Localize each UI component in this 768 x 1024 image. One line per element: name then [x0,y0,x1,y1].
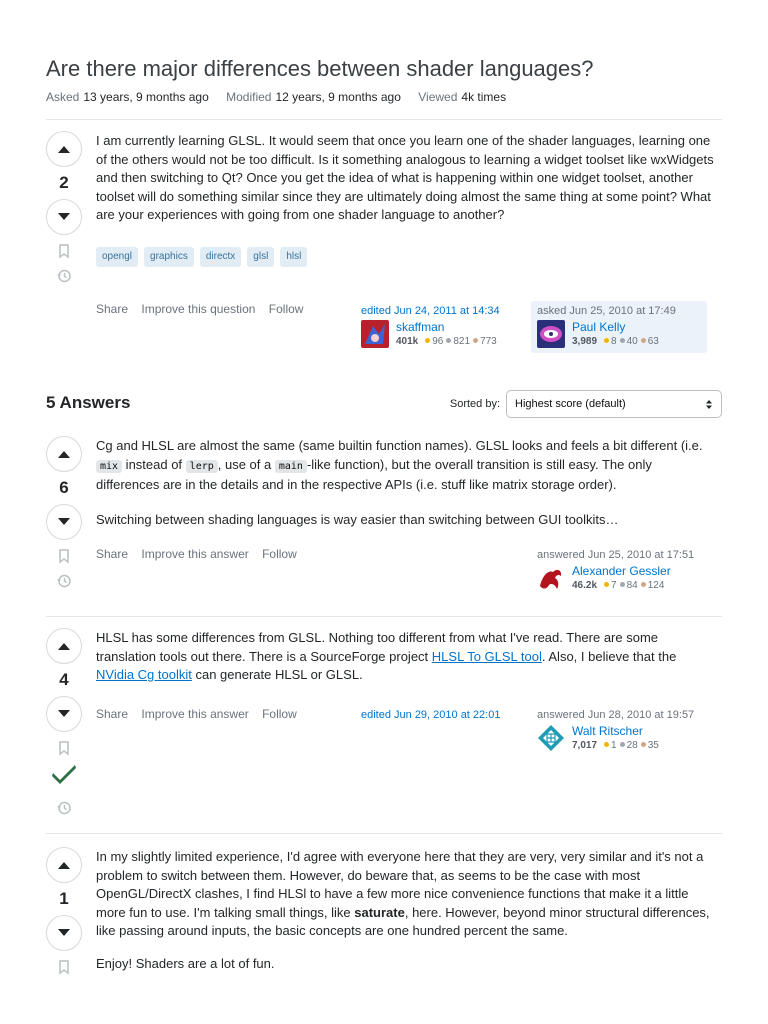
arrow-down-icon [57,709,71,719]
share-link[interactable]: Share [96,707,129,721]
downvote-button[interactable] [46,504,82,540]
editor-signature [355,705,531,728]
history-button[interactable] [56,267,72,285]
question-menu [96,302,313,316]
inline-code: lerp [186,460,218,473]
vote-count: 6 [59,478,69,497]
answered-time: answered Jun 25, 2010 at 17:51 [537,549,695,561]
tag-graphics[interactable]: graphics [144,247,194,267]
history-icon [56,573,72,589]
divider [46,119,722,120]
answer-paragraph: In my slightly limited experience, I'd agree with everyone here that they are very, very similar and it's not a problem to switch between them. However, do beware that, as seems to be the case with most OpenGL/DirectX clashes, I find HLSl to have a few more nice convenience functions that make it a little more fun to use. I'm talking small things, like saturate, here. However, beyond minor structural differences, like passing around inputs, the basic concepts are one hundred percent the same. [96,849,710,938]
sort-control [450,390,722,418]
avatar[interactable] [537,724,565,752]
bookmark-icon [56,959,72,975]
question-body [96,132,716,237]
vote-count: 4 [59,670,69,689]
improve-link[interactable]: Improve this question [141,302,256,316]
answers-count: 5 Answers [46,393,131,412]
bookmark-button[interactable] [56,242,72,260]
owner-name[interactable]: Paul Kelly [572,320,626,334]
question-meta [46,90,520,104]
avatar[interactable] [361,320,389,348]
tag-directx[interactable]: directx [200,247,241,267]
asked-label: Asked [46,90,80,104]
bookmark-button[interactable] [56,547,72,565]
answered-time: answered Jun 28, 2010 at 19:57 [537,709,695,721]
upvote-button[interactable] [46,847,82,883]
question-votecell [46,131,82,235]
reputation: 401k 96 821 773 [396,336,497,347]
edited-time[interactable]: edited Jun 29, 2010 at 22:01 [361,709,501,721]
nvidia-cg-toolkit-link[interactable]: NVidia Cg toolkit [96,667,192,682]
tag-glsl[interactable]: glsl [247,247,274,267]
author-name[interactable]: Walt Ritscher [572,724,643,738]
bookmark-icon [56,548,72,564]
avatar[interactable] [537,564,565,592]
follow-link[interactable]: Follow [262,547,297,561]
improve-link[interactable]: Improve this answer [141,707,249,721]
bookmark-icon [56,243,72,259]
history-button[interactable] [56,572,72,590]
author-signature [531,545,707,597]
editor-signature [355,301,531,353]
arrow-up-icon [57,641,71,651]
arrow-down-icon [57,212,71,222]
divider [46,833,722,834]
answer-paragraph: HLSL has some differences from GLSL. Nothing too different from what I've read. There are some translation tools out there. There is a SourceForge project HLSL To GLSL tool. Also, I believe that the NVidia Cg toolkit can generate HLSL or GLSL. [96,630,677,682]
answer-votecell [46,628,82,732]
hlsl-to-glsl-link[interactable]: HLSL To GLSL tool [431,648,542,664]
avatar[interactable] [537,320,565,348]
arrow-up-icon [57,860,71,870]
viewed-label: Viewed [418,90,458,104]
follow-link[interactable]: Follow [268,302,304,316]
improve-link[interactable]: Improve this answer [141,547,249,561]
answer-body [96,848,716,985]
downvote-button[interactable] [46,915,82,951]
author-name[interactable]: Alexander Gessler [572,564,671,578]
vote-count: 1 [59,889,69,908]
upvote-button[interactable] [46,131,82,167]
history-icon [56,800,72,816]
inline-code: main [275,460,307,473]
downvote-button[interactable] [46,696,82,732]
downvote-button[interactable] [46,199,82,235]
answer-menu [96,707,307,721]
divider [46,616,722,617]
answer-paragraph: Cg and HLSL are almost the same (same builtin function names). GLSL looks and feels a bit different (i.e. mix instead of lerp , use of a main -like function), but the overall transition is still easy. The only differences are in the details and in the respective APIs (i.e. stuff like matrix storage order). [96,438,703,492]
vote-count: 2 [59,173,69,192]
tag-opengl[interactable]: opengl [96,247,138,267]
asked-value: 13 years, 9 months ago [83,90,209,104]
arrow-down-icon [57,928,71,938]
answer-votecell [46,847,82,951]
editor-name[interactable]: skaffman [396,320,445,334]
answer-votecell [46,436,82,540]
history-icon [56,268,72,284]
arrow-down-icon [57,517,71,527]
arrow-up-icon [57,144,71,154]
answer-paragraph: Enjoy! Shaders are a lot of fun. [96,955,275,971]
sort-value: Highest score (default) [515,398,626,410]
checkmark-icon [51,760,77,786]
asked-time: asked Jun 25, 2010 at 17:49 [537,305,676,317]
share-link[interactable]: Share [96,547,129,561]
tag-hlsl[interactable]: hlsl [280,247,307,267]
sort-label: Sorted by: [449,398,500,410]
accepted-answer-checkmark [51,760,77,786]
reputation: 46.2k 7 84 124 [572,580,665,591]
edited-time[interactable]: edited Jun 24, 2011 at 14:34 [361,305,500,317]
modified-value[interactable]: 12 years, 9 months ago [275,90,401,104]
author-signature [531,705,707,757]
viewed-value: 4k times [461,90,507,104]
owner-signature [531,301,707,353]
answer-body [96,629,716,697]
answer-paragraph: Switching between shading languages is way easier than switching between GUI toolkits… [96,511,619,527]
upvote-button[interactable] [46,628,82,664]
bold-text: saturate [354,904,405,920]
follow-link[interactable]: Follow [262,707,297,721]
modified-label: Modified [226,90,272,104]
reputation: 7,017 1 28 35 [572,740,659,751]
upvote-button[interactable] [46,436,82,472]
select-arrows-icon [705,399,713,410]
bookmark-icon [56,740,72,756]
arrow-up-icon [57,449,71,459]
sort-select[interactable] [506,390,722,418]
inline-code: mix [96,460,122,473]
bookmark-button[interactable] [56,958,72,976]
history-button[interactable] [56,799,72,817]
share-link[interactable]: Share [96,302,129,316]
answer-menu [96,547,307,561]
tag-list [96,247,307,267]
bookmark-button[interactable] [56,739,72,757]
question-paragraph: I am currently learning GLSL. It would seem that once you learn one of the shader languages, learning one of the others would not be too difficult. Is it something analogous to learning a widget toolset like wxWidgets and then switching to Qt? Once you get the idea of what is happening within one widget toolset, another toolset will do something similar since they are ultimately doing almost the same thing at some point? What are your experiences with going from one shader language to another? [96,133,714,222]
reputation: 3,989 8 40 63 [572,336,659,347]
answer-body [96,437,716,541]
question-title[interactable]: Are there major differences between shader languages? [46,56,594,81]
